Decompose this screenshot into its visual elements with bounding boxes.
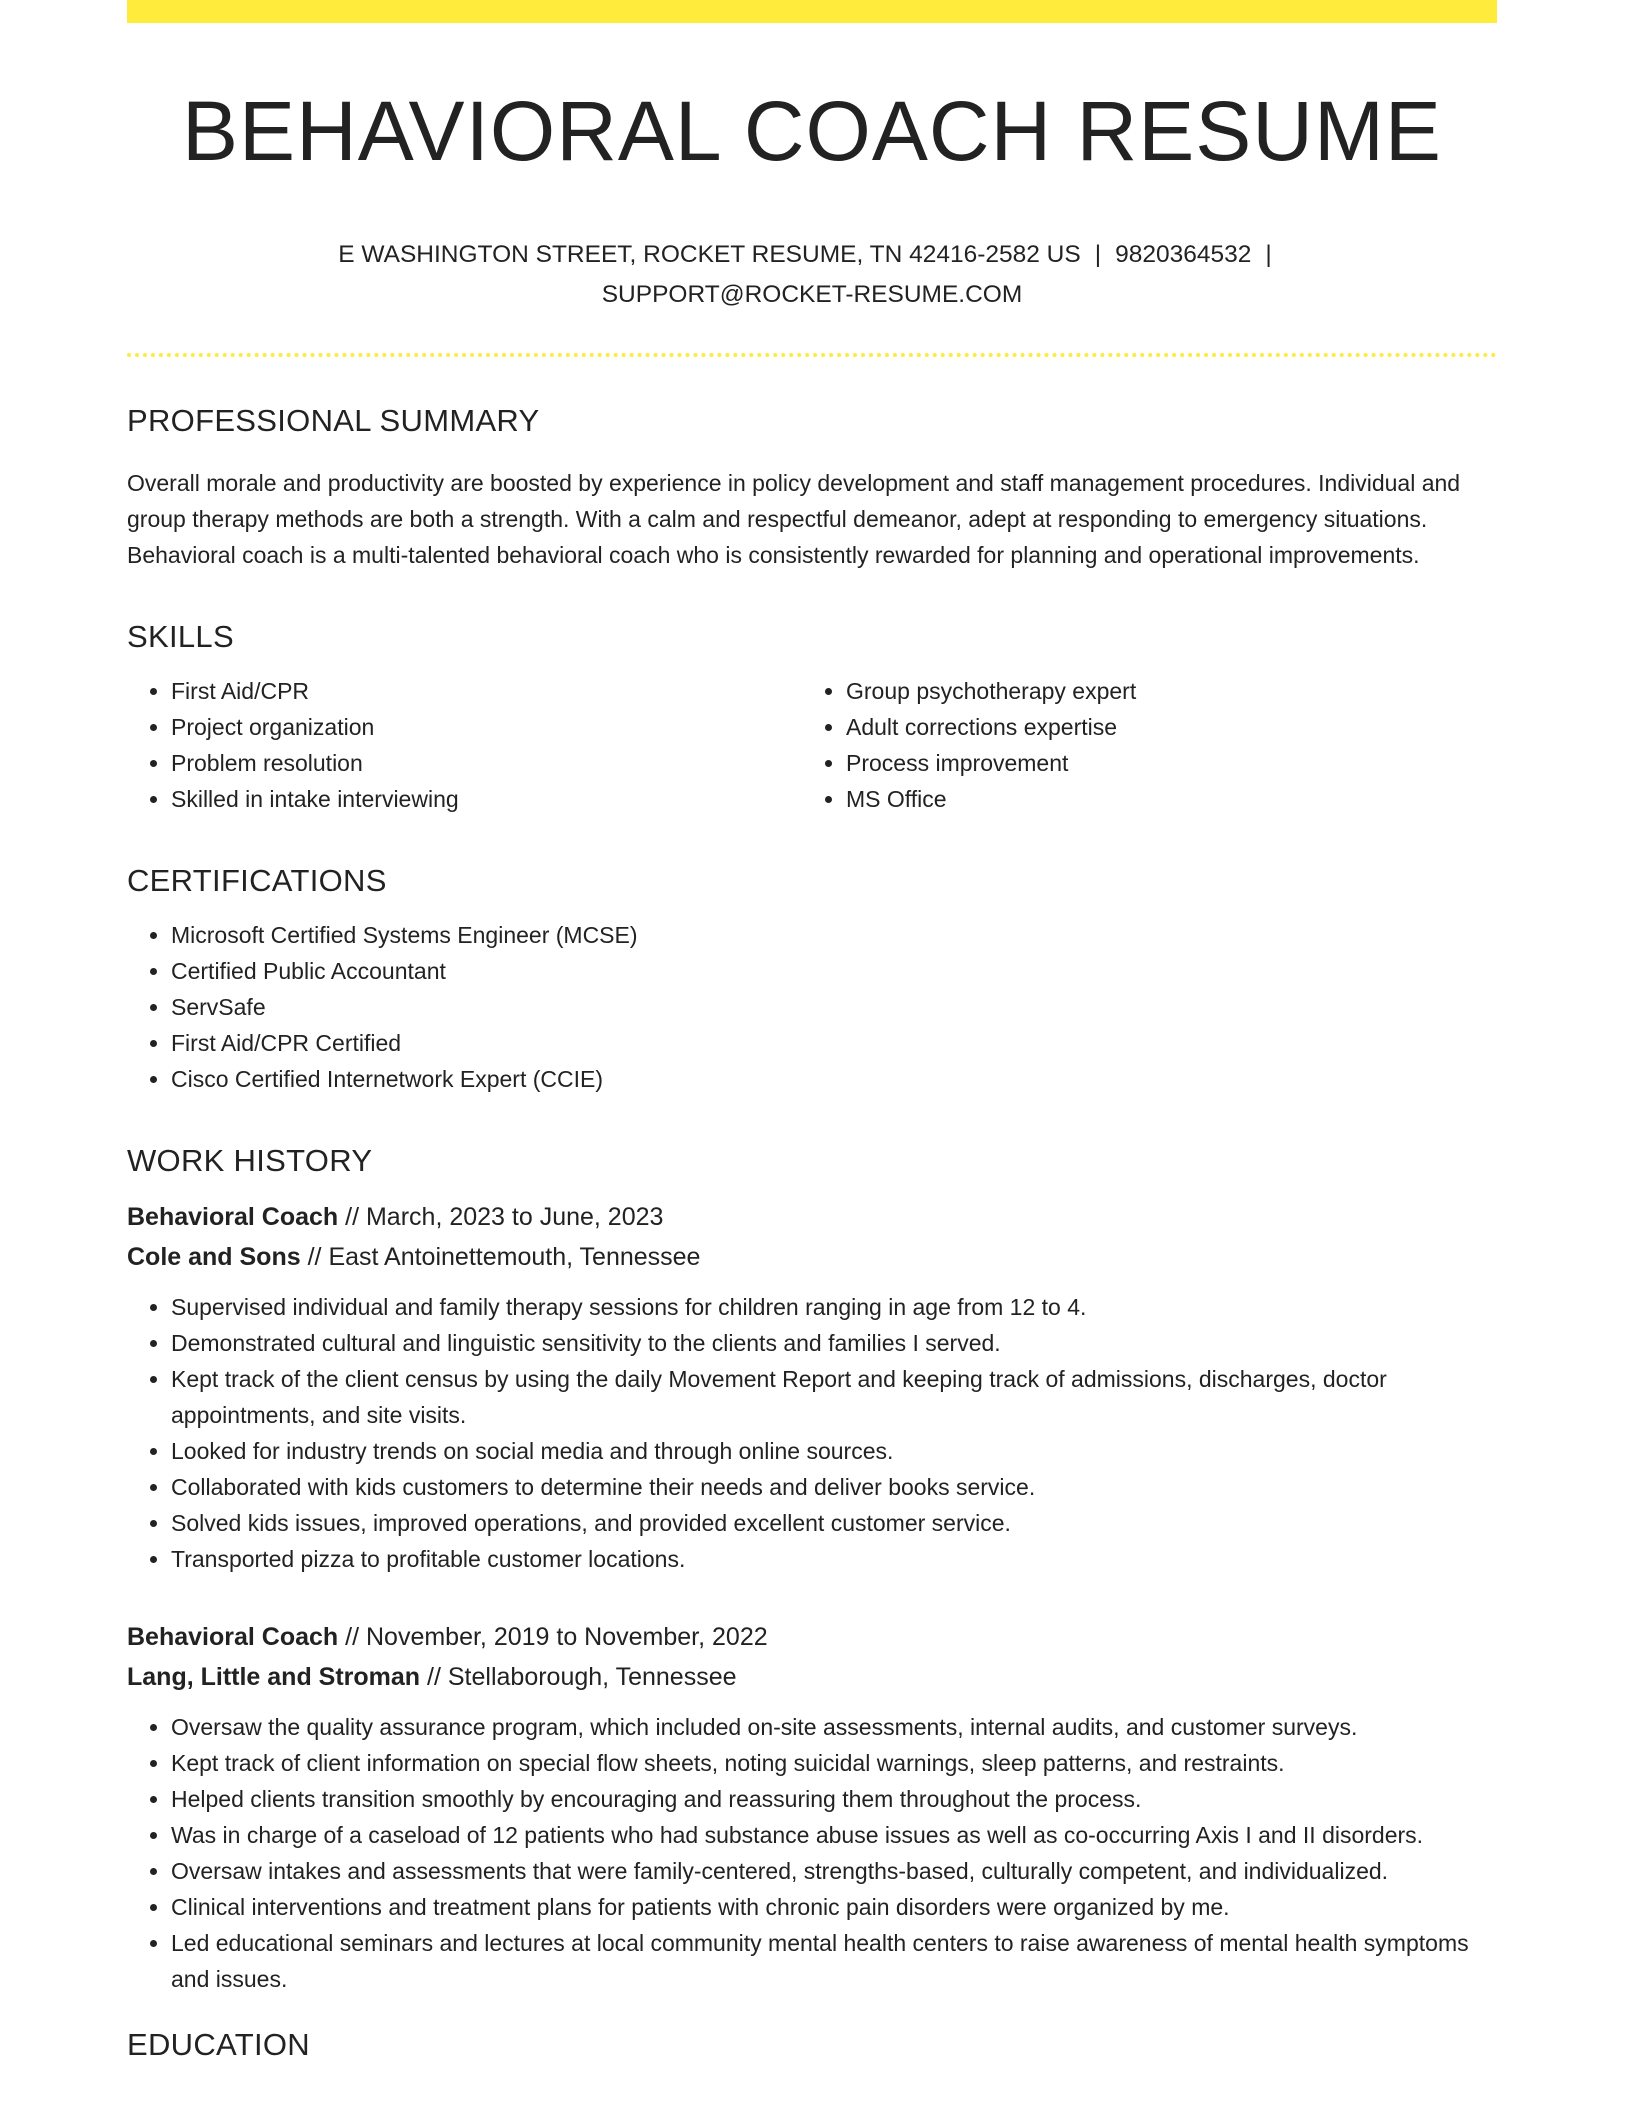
contact-phone: 9820364532 [1115, 241, 1252, 269]
skill-item: • Adult corrections expertise [846, 709, 1477, 745]
contact-email: SUPPORT@ROCKET-RESUME.COM [601, 281, 1023, 309]
job-entry [127, 1617, 1497, 1997]
summary-heading: PROFESSIONAL SUMMARY [127, 403, 540, 439]
job-company: Cole and Sons [127, 1243, 301, 1272]
certification-item: • ServSafe [171, 989, 1497, 1025]
duty-item: • Led educational seminars and lectures at local community mental health centers to raise awareness of mental health symptoms and issues. [171, 1925, 1497, 1997]
certifications-heading: CERTIFICATIONS [127, 863, 387, 899]
education-heading: EDUCATION [127, 2027, 310, 2063]
duty-item: • Kept track of the client census by using the daily Movement Report and keeping track of admissions, discharges, doctor appointments, and site visits. [171, 1361, 1497, 1433]
certification-item: • Microsoft Certified Systems Engineer (MCSE) [171, 917, 1497, 953]
duty-item: • Clinical interventions and treatment plans for patients with chronic pain disorders were organized by me. [171, 1889, 1497, 1925]
skill-item: • MS Office [846, 781, 1477, 817]
duty-item: • Solved kids issues, improved operations, and provided excellent customer service. [171, 1505, 1497, 1541]
job-dates: March, 2023 to June, 2023 [365, 1203, 664, 1232]
job-separator: // [420, 1663, 448, 1692]
duty-item: • Demonstrated cultural and linguistic sensitivity to the clients and families I served. [171, 1325, 1497, 1361]
job-duties [127, 1289, 1497, 1577]
duty-item: • Was in charge of a caseload of 12 patients who had substance abuse issues as well as co-occurring Axis I and II disorders. [171, 1817, 1497, 1853]
contact-separator: | [1265, 241, 1272, 269]
header-divider [127, 353, 1497, 357]
skills-column-left [127, 673, 802, 817]
job-company-line [127, 1237, 1497, 1277]
resume-page [127, 0, 1497, 2063]
duty-item: • Kept track of client information on special flow sheets, noting suicidal warnings, sleep patterns, and restraints. [171, 1745, 1497, 1781]
duty-item: • Transported pizza to profitable customer locations. [171, 1541, 1497, 1577]
top-accent-bar [127, 0, 1497, 23]
duty-item: • Collaborated with kids customers to determine their needs and deliver books service. [171, 1469, 1497, 1505]
skills-heading: SKILLS [127, 619, 234, 655]
job-company-line [127, 1657, 1497, 1697]
certifications-list [127, 917, 1497, 1097]
job-separator: // [338, 1203, 366, 1232]
job-title-line [127, 1617, 1497, 1657]
skills-column-right [802, 673, 1477, 817]
job-dates: November, 2019 to November, 2022 [365, 1623, 768, 1652]
contact-separator: | [1094, 241, 1102, 269]
contact-info [127, 235, 1497, 315]
job-title: Behavioral Coach [127, 1623, 339, 1652]
duty-item: • Helped clients transition smoothly by encouraging and reassuring them throughout the process. [171, 1781, 1497, 1817]
duty-item: • Supervised individual and family therapy sessions for children ranging in age from 12 to 4. [171, 1289, 1497, 1325]
skill-item: • Skilled in intake interviewing [171, 781, 802, 817]
job-entry [127, 1197, 1497, 1577]
job-company: Lang, Little and Stroman [127, 1663, 421, 1692]
job-title: Behavioral Coach [127, 1203, 339, 1232]
resume-title: BEHAVIORAL COACH RESUME [182, 84, 1442, 178]
skill-item: • Process improvement [846, 745, 1477, 781]
certification-item: • Certified Public Accountant [171, 953, 1497, 989]
job-location: Stellaborough, Tennessee [447, 1663, 737, 1692]
skill-item: • Group psychotherapy expert [846, 673, 1477, 709]
skill-item: • Project organization [171, 709, 802, 745]
skills-list [127, 673, 1497, 817]
job-separator: // [338, 1623, 366, 1652]
job-separator: // [300, 1243, 329, 1272]
job-location: East Antoinettemouth, Tennessee [328, 1243, 701, 1272]
duty-item: • Looked for industry trends on social media and through online sources. [171, 1433, 1497, 1469]
job-title-line [127, 1197, 1497, 1237]
job-duties [127, 1709, 1497, 1997]
skill-item: • First Aid/CPR [171, 673, 802, 709]
duty-item: • Oversaw intakes and assessments that were family-centered, strengths-based, culturally competent, and individualized. [171, 1853, 1497, 1889]
contact-address: E WASHINGTON STREET, ROCKET RESUME, TN 42416-2582 US [338, 241, 1081, 269]
certification-item: • Cisco Certified Internetwork Expert (CCIE) [171, 1061, 1497, 1097]
summary-text: Overall morale and productivity are boosted by experience in policy development and staff management procedures. Individual and group therapy methods are both a strength. With a calm and respectful demeanor, adept at responding to emergency situations. Behavioral coach is a multi-talented behavioral coach who is consistently rewarded for planning and operational improvements. [127, 470, 1461, 569]
skill-item: • Problem resolution [171, 745, 802, 781]
work-history-heading: WORK HISTORY [127, 1143, 373, 1179]
duty-item: • Oversaw the quality assurance program, which included on-site assessments, internal audits, and customer surveys. [171, 1709, 1497, 1745]
certification-item: • First Aid/CPR Certified [171, 1025, 1497, 1061]
